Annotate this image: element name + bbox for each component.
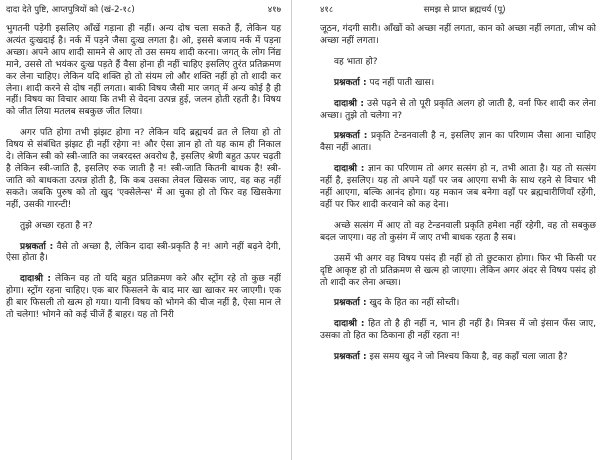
speaker-label: दादाश्री :: [334, 319, 365, 330]
right-page-body: [320, 24, 596, 364]
right-page-header: [320, 4, 596, 16]
speaker-label: प्रश्नकर्ता :: [20, 241, 54, 252]
dialog-paragraph: [320, 298, 596, 310]
body-paragraph: तुझे अच्छा रहता है न?: [20, 220, 93, 231]
speaker-label: दादाश्री :: [334, 98, 364, 109]
right-page: [308, 0, 600, 460]
dialog-paragraph: [6, 242, 281, 266]
speaker-label: प्रश्नकर्ता :: [334, 131, 368, 142]
dialog-paragraph: [320, 131, 596, 155]
dialog-text: उसे पढ़ने से तो पूरी प्रकृति अलग हो जाती है, वर्ना फिर शादी कर लेना अच्छा। तुझे तो चलेगा न?: [320, 98, 596, 121]
left-header-title: दादा देते पुष्टि, आप्तपुत्रियों को (खं-2-१८): [6, 5, 135, 15]
dialog-text: पद नहीं पाती खास।: [369, 77, 435, 88]
right-header-title: समझ से प्राप्त ब्रह्मचर्य (पू): [423, 5, 506, 15]
body-paragraph: उसमें भी अगर वह विषय पसंद ही नहीं हो तो छुटकारा होगा। फिर भी किसी पर दृष्टि आकृष्ट हो तो प्रतिक्रमण से खत्म हो जाएगा। लेकिन अगर अंदर से विषय पसंद हो तो शादी कर लेना अच्छा।: [320, 253, 596, 288]
body-paragraph: अच्छे सत्संग में आए तो वह टेन्डनवाली प्रकृति हमेशा नहीं रहेगी, वह तो सबकुछ बदल जाएगा। वह तो कुसंग में जाए तभी बाधक रहता है सब।: [320, 220, 596, 243]
body-paragraph: भुगतनी पड़ेगी इसलिए आँखें गड़ाना ही नहीं। अन्य दोष चला सकते हैं, लेकिन यह अत्यंत दुःखदाई है। नर्क में पड़ने जैसा दुःख लगता है। ओ, इससे बजाय नर्क में पड़ना अच्छा। अपने आप शादी सामने से आए तो उस समय शादी करना। जगत् के लोग निंद्य माने, उससे तो भयंकर दुःख पड़ते हैं वैसा होना ही नहीं चाहिए इसलिए तुरंत प्रतिक्रमण कर लेना चाहिए। लेकिन यदि शक्ति हो तो संयम लो और शक्ति नहीं हो तो शादी कर लेना। शादी करने से दोष नहीं लगता। बाकी विषय जैसी मार जगत् में अन्य कोई है ही नहीं। विषय का विचार आया कि तभी से वेदना उत्पन्न हुई, जलन होती रहती है। विषय को जीत लिया मतलब सबकुछ जीत लिया।: [6, 24, 281, 118]
dialog-text: खुद के हित का नहीं सोच्ती।: [369, 298, 460, 309]
speaker-label: दादाश्री :: [20, 274, 51, 285]
dialog-text: हित तो है ही नहीं न, भान ही नहीं है। मित्रस में जो इंसान फँस जाए, उसका तो हित का ठिकाना ही नहीं रहता न!: [320, 319, 596, 342]
body-paragraph: वह भाता हो?: [334, 56, 378, 67]
right-page-number: ४१८: [320, 5, 334, 15]
dialog-text: वैसे तो अच्छा है, लेकिन दादा स्त्री-प्रकृति है न! आगे नहीं बढ़ने देगी, ऐसा होता है।: [6, 241, 281, 264]
left-page-header: [6, 4, 281, 16]
speaker-label: प्रश्नकर्ता :: [334, 352, 367, 363]
dialog-paragraph: [320, 78, 596, 90]
speaker-label: प्रश्नकर्ता :: [334, 298, 367, 309]
dialog-text: प्रकृति टेन्डनवाली है न, इसलिए ज्ञान का परिणाम जैसा आना चाहिए वैसा नहीं आता।: [320, 131, 596, 154]
dialog-paragraph: [320, 352, 596, 364]
dialog-text: ज्ञान का परिणाम तो अगर सत्संग हो न, तभी आता है। यह तो सत्संग नहीं है, इसलिए। यह तो अपने यहाँ पर जब आएगा सभी के साथ रहने से विचार भी नहीं आएगा, बल्कि आनंद होगा। यह मकान जब बनेगा वहाँ पर ब्रह्मचारीणियाँ रहेंगी, वहीं पर फिर शादी करवाने को कह देना।: [320, 164, 597, 210]
dialog-text: लेकिन वह तो यदि बहुत प्रतिक्रमण करे और स्ट्रोंग रहे तो कुछ नहीं होगा। स्ट्रोंग रहना चाहिए। एक बार फिसलने के बाद मार खा खाकर मर जाएगी। एक ही बार फिसली तो खत्म हो गया। यानी विषय को भोगने की चीज नहीं है, ऐसा मान ले तो चलेगा! भोगने को कई चीजें हैं बाहर। यह तो निरी: [6, 274, 281, 321]
speaker-label: दादाश्री :: [334, 164, 365, 175]
dialog-paragraph: [6, 274, 281, 322]
dialog-paragraph: [320, 99, 596, 123]
left-page: [0, 0, 292, 460]
body-paragraph: अगर पति होगा तभी झंझट होगा न? लेकिन यदि ब्रह्मचर्य व्रत ले लिया हो तो विषय से संबंधित झंझट ही नहीं रहेगा न! और ऐसा ज्ञान हो तो यह काम ही निकाल दे। लेकिन स्त्री को स्त्री-जाति का जबरदस्त अवरोध है, इसलिए श्रेणी बहुत ऊपर चढ़ती है लेकिन स्त्री-जाति है, इसलिए रुक जाती है न! स्त्री-जाति कितनी बाधक है! स्त्री-जाति को बाधकता उत्पन्न होती है, कि कब उसका लेवल खिसक जाए, वह कह नहीं सकते। जबकि पुरुष को तो खुद 'एक्सेलेन्स' में आ चुका हो तो फिर वह खिसकेगा नहीं, उसकी गारन्टी!: [6, 128, 281, 210]
speaker-label: प्रश्नकर्ता :: [334, 77, 367, 88]
left-page-number: ४१७: [267, 5, 281, 15]
dialog-text: इस समय खुद ने जो निश्चय किया है, वह कहाँ चला जाता है?: [369, 352, 568, 363]
dialog-paragraph: [320, 164, 596, 212]
body-paragraph: जूठन, गंदगी सारी। आँखों को अच्छा नहीं लगता, कान को अच्छा नहीं लगता, जीभ को अच्छा नहीं लगता।: [320, 24, 596, 46]
left-page-body: [6, 24, 281, 322]
dialog-paragraph: [320, 319, 596, 343]
